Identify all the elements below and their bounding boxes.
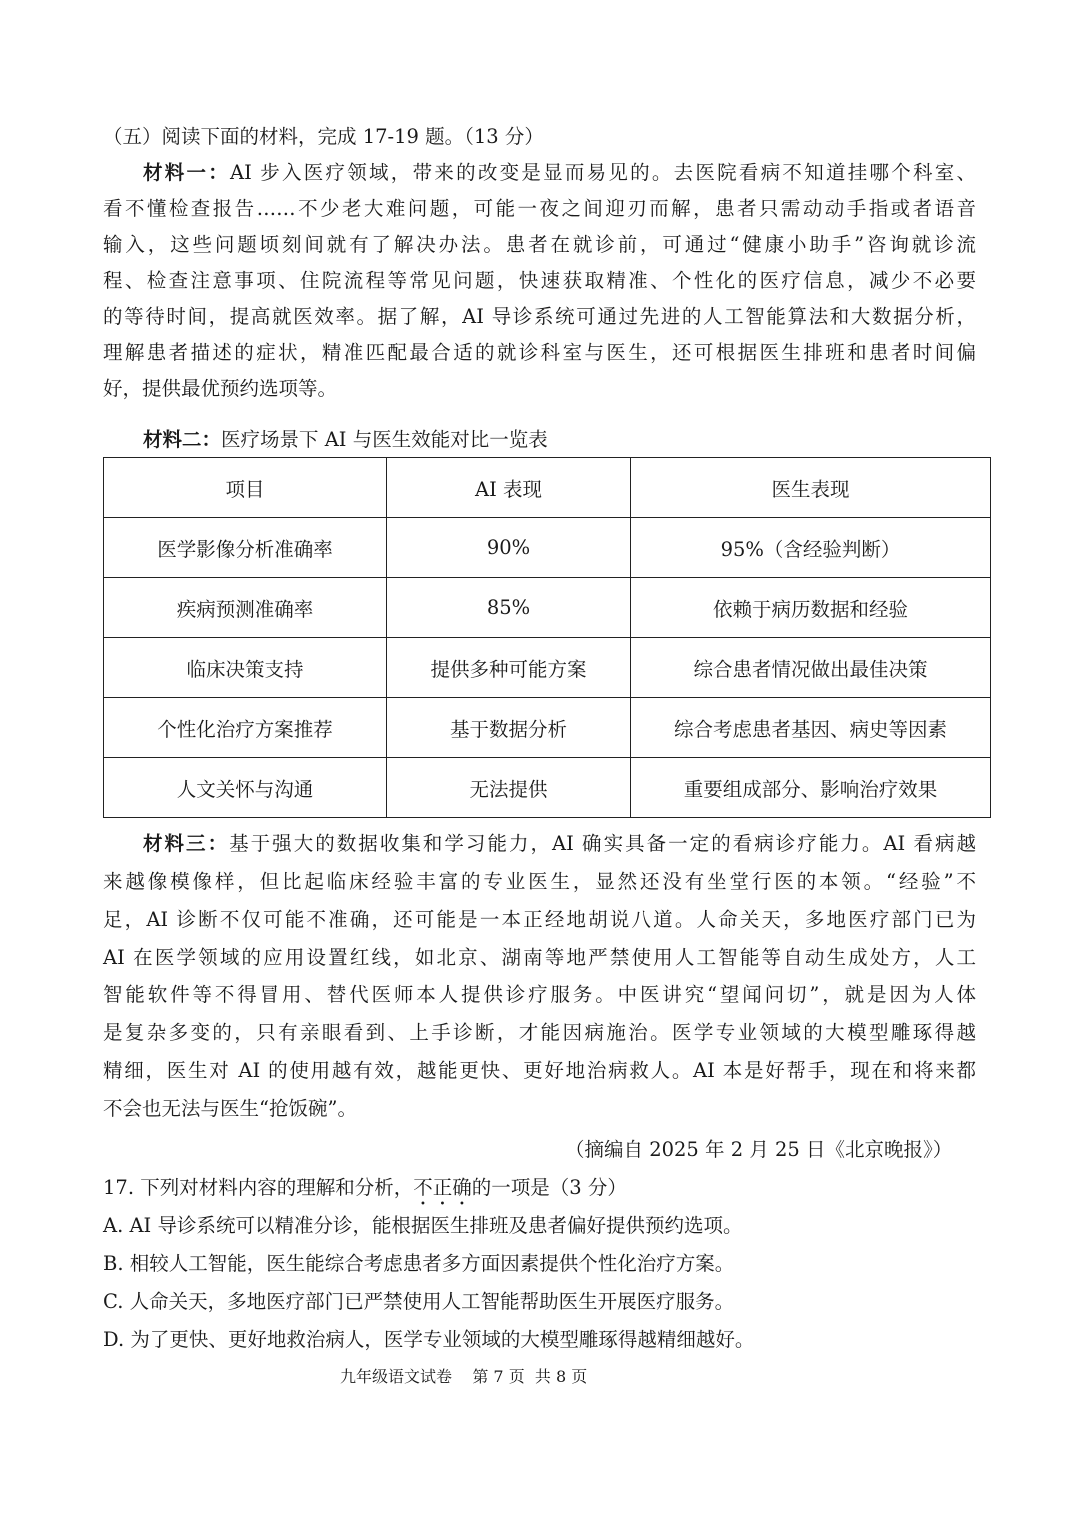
paragraph-line: 程、检查注意事项、住院流程等常见问题，快速获取精准、个性化的医疗信息，减少不必要	[103, 269, 976, 292]
paragraph-line: 的等待时间，提高就医效率。据了解，AI 导诊系统可通过先进的人工智能算法和大数据分析，	[103, 305, 976, 328]
paragraph-line: 看不懂检查报告……不少老大难问题，可能一夜之间迎刃而解，患者只需动动手指或者语音	[103, 197, 976, 220]
material-label: 材料一：	[143, 161, 231, 184]
table-cell: 项目	[104, 458, 387, 518]
answer-option-b[interactable]: B. 相较人工智能，医生能综合考虑患者多方面因素提供个性化治疗方案。	[103, 1252, 735, 1275]
table-cell: 医学影像分析准确率	[104, 518, 387, 578]
paragraph-line	[103, 158, 976, 188]
section-title: （五）阅读下面的材料，完成 17-19 题。（13 分）	[103, 125, 544, 148]
table-cell: 基于数据分析	[387, 698, 631, 758]
table-cell: 个性化治疗方案推荐	[104, 698, 387, 758]
table-cell: 医生表现	[631, 458, 991, 518]
paragraph-line: 足，AI 诊断不仅可能不准确，还可能是一本正经地胡说八道。人命关天，多地医疗部门已为	[103, 908, 976, 931]
paragraph-line: 不会也无法与医生“抢饭碗”。	[103, 1097, 357, 1120]
table-cell: AI 表现	[387, 458, 631, 518]
table-cell: 提供多种可能方案	[387, 638, 631, 698]
table-header-row	[104, 458, 991, 518]
paragraph-line: 输入，这些问题顷刻间就有了解决办法。患者在就诊前，可通过“健康小助手”咨询就诊流	[103, 233, 976, 256]
paragraph-line: 好，提供最优预约选项等。	[103, 377, 338, 400]
table-cell: 85%	[387, 578, 631, 638]
table-row	[104, 578, 991, 638]
question-17-stem	[103, 1173, 627, 1210]
table-cell: 90%	[387, 518, 631, 578]
material-two-heading	[143, 425, 548, 455]
comparison-table	[103, 457, 991, 818]
source-citation: （摘编自 2025 年 2 月 25 日《北京晚报》）	[565, 1138, 953, 1161]
paragraph-line: 智能软件等不得冒用、替代医师本人提供诊疗服务。中医讲究“望闻问切”，就是因为人体	[103, 983, 976, 1006]
table-cell: 综合患者情况做出最佳决策	[631, 638, 991, 698]
line-text: 基于强大的数据收集和学习能力，AI 确实具备一定的看病诊疗能力。AI 看病越	[229, 832, 976, 855]
table-row	[104, 758, 991, 818]
material-two-caption: 医疗场景下 AI 与医生效能对比一览表	[221, 428, 548, 451]
answer-option-c[interactable]: C. 人命关天，多地医疗部门已严禁使用人工智能帮助医生开展医疗服务。	[103, 1290, 735, 1313]
answer-option-a[interactable]: A. AI 导诊系统可以精准分诊，能根据医生排班及患者偏好提供预约选项。	[103, 1214, 743, 1237]
page-footer: 九年级语文试卷 第 7 页 共 8 页	[340, 1367, 588, 1386]
table-cell: 无法提供	[387, 758, 631, 818]
table-cell: 疾病预测准确率	[104, 578, 387, 638]
question-17-prefix: 17. 下列对材料内容的理解和分析，	[103, 1176, 414, 1199]
material-two-label: 材料二：	[143, 428, 222, 451]
table-cell: 综合考虑患者基因、病史等因素	[631, 698, 991, 758]
paragraph-line: 来越像模像样，但比起临床经验丰富的专业医生，显然还没有坐堂行医的本领。“经验”不	[103, 870, 976, 893]
table-row	[104, 638, 991, 698]
material-label: 材料三：	[143, 832, 230, 855]
paragraph-line: 是复杂多变的，只有亲眼看到、上手诊断，才能因病施治。医学专业领域的大模型雕琢得越	[103, 1021, 976, 1044]
table-cell: 95%（含经验判断）	[631, 518, 991, 578]
paragraph-line: 理解患者描述的症状，精准匹配最合适的就诊科室与医生，还可根据医生排班和患者时间偏	[103, 341, 976, 364]
question-17-suffix: 的一项是（3 分）	[471, 1176, 627, 1199]
table-row	[104, 698, 991, 758]
paragraph-line: 精细，医生对 AI 的使用越有效，越能更快、更好地治病救人。AI 本是好帮手，现在和将来都	[103, 1059, 976, 1082]
line-text: AI 步入医疗领域，带来的改变是显而易见的。去医院看病不知道挂哪个科室、	[230, 161, 976, 184]
paragraph-line: AI 在医学领域的应用设置红线，如北京、湖南等地严禁使用人工智能等自动生成处方，人工	[103, 946, 976, 969]
table-row	[104, 518, 991, 578]
paragraph-line	[103, 829, 976, 859]
table-cell: 临床决策支持	[104, 638, 387, 698]
answer-option-d[interactable]: D. 为了更快、更好地救治病人，医学专业领域的大模型雕琢得越精细越好。	[103, 1328, 755, 1351]
table-cell: 重要组成部分、影响治疗效果	[631, 758, 991, 818]
table-cell: 人文关怀与沟通	[104, 758, 387, 818]
table-cell: 依赖于病历数据和经验	[631, 578, 991, 638]
question-17-emphasis: 不正确	[413, 1176, 472, 1199]
